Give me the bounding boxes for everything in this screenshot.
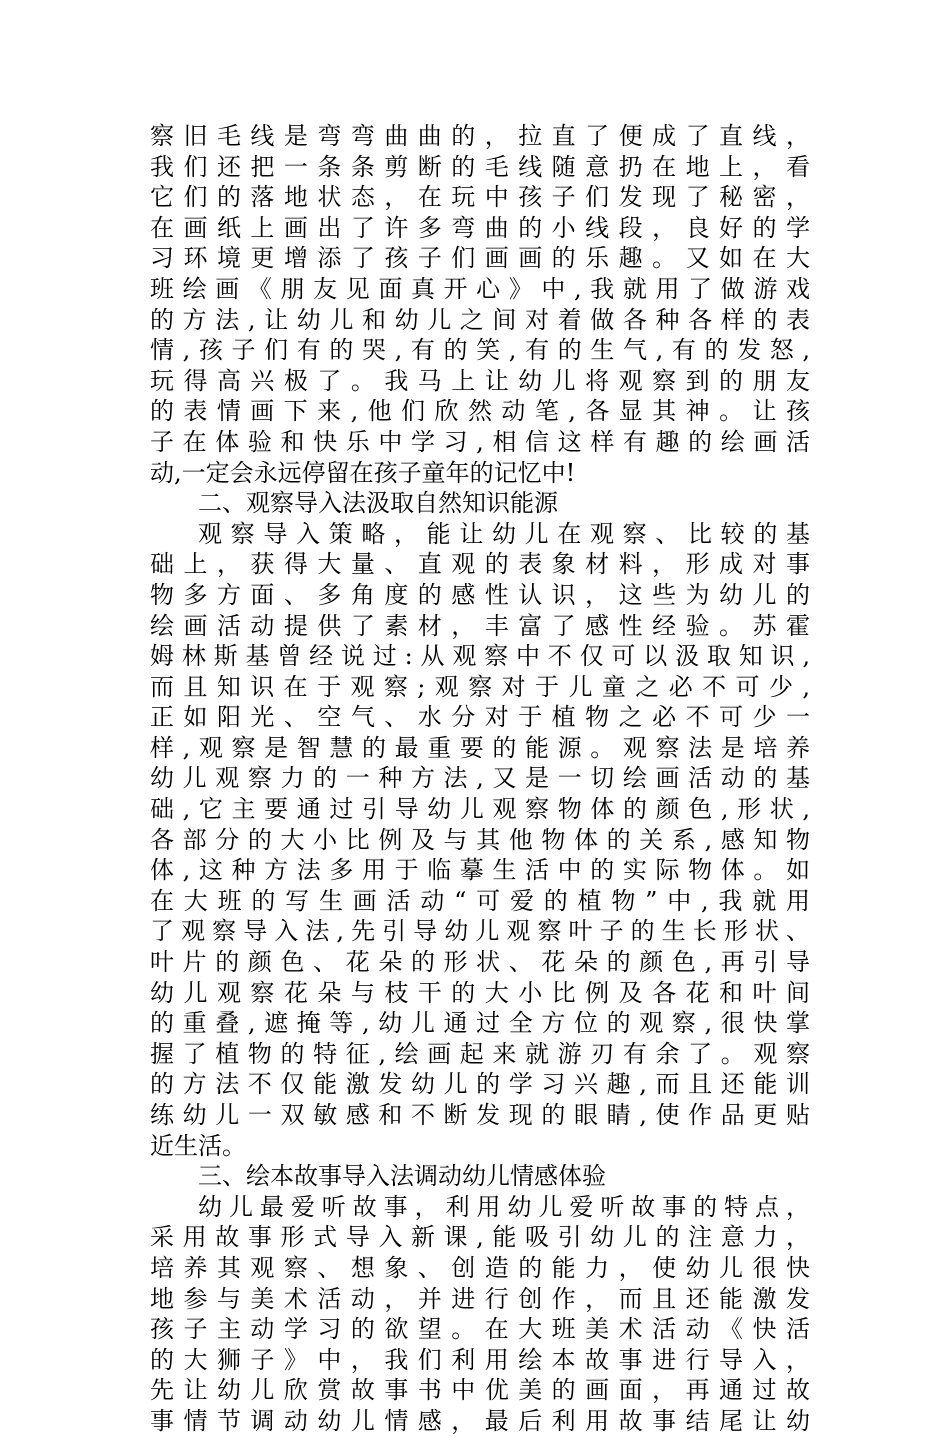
text-line: 在大班的写生画活动“可爱的植物”中,我就用	[150, 886, 810, 915]
text-line: 姆林斯基曾经说过:从观察中不仅可以汲取知识,	[150, 642, 810, 671]
text-line: 础,它主要通过引导幼儿观察物体的颜色,形状,	[150, 795, 810, 824]
text-line: 动,一定会永远停留在孩子童年的记忆中!	[150, 458, 576, 487]
text-line: 观察导入策略，能让幼儿在观察、比较的基	[198, 519, 810, 548]
text-line: 而且知识在于观察;观察对于儿童之必不可少,	[150, 672, 810, 701]
text-line: 玩得高兴极了。我马上让幼儿将观察到的朋友	[150, 366, 810, 395]
text-line: 培养其观察、想象、创造的能力，使幼儿很快	[150, 1253, 810, 1282]
text-line: 正如阳光、空气、水分对于植物之必不可少一	[150, 703, 810, 732]
text-line: 在画纸上画出了许多弯曲的小线段，良好的学	[150, 213, 810, 242]
text-line: 情,孩子们有的哭,有的笑,有的生气,有的发怒,	[150, 336, 810, 365]
text-line: 地参与美术活动，并进行创作，而且还能激发	[150, 1284, 810, 1313]
text-line: 幼儿观察花朵与枝干的大小比例及各花和叶间	[150, 978, 810, 1007]
text-line: 绘画活动提供了素材，丰富了感性经验。苏霍	[150, 611, 810, 640]
text-line: 的方法,让幼儿和幼儿之间对着做各种各样的表	[150, 305, 810, 334]
text-line: 幼儿最爱听故事，利用幼儿爱听故事的特点，	[198, 1192, 810, 1221]
text-line: 子在体验和快乐中学习,相信这样有趣的绘画活	[150, 427, 810, 456]
text-line: 叶片的颜色、花朵的形状、花朵的颜色,再引导	[150, 948, 810, 977]
text-line: 握了植物的特征,绘画起来就游刃有余了。观察	[150, 1039, 810, 1068]
text-line: 我们还把一条条剪断的毛线随意扔在地上，看	[150, 152, 810, 181]
text-line: 习环境更增添了孩子们画画的乐趣。又如在大	[150, 244, 810, 273]
text-line: 班绘画《朋友见面真开心》中,我就用了做游戏	[150, 274, 810, 303]
text-line: 样,观察是智慧的最重要的能源。观察法是培养	[150, 733, 810, 762]
text-line: 物多方面、多角度的感性认识，这些为幼儿的	[150, 580, 810, 609]
text-line: 它们的落地状态，在玩中孩子们发现了秘密，	[150, 183, 810, 212]
body-text	[150, 121, 810, 1437]
text-line: 础上，获得大量、直观的表象材料，形成对事	[150, 550, 810, 579]
text-line: 先让幼儿欣赏故事书中优美的画面，再通过故	[150, 1376, 810, 1405]
text-line: 练幼儿一双敏感和不断发现的眼睛,使作品更贴	[150, 1101, 810, 1129]
text-line: 近生活。	[150, 1131, 246, 1160]
text-line: 二、观察导入法汲取自然知识能源	[198, 489, 558, 518]
text-line: 三、绘本故事导入法调动幼儿情感体验	[198, 1162, 606, 1191]
text-line: 各部分的大小比例及与其他物体的关系,感知物	[150, 825, 810, 854]
text-line: 幼儿观察力的一种方法,又是一切绘画活动的基	[150, 764, 810, 793]
text-line: 体,这种方法多用于临摹生活中的实际物体。如	[150, 856, 810, 885]
text-line: 察旧毛线是弯弯曲曲的，拉直了便成了直线，	[150, 122, 810, 150]
text-line: 了观察导入法,先引导幼儿观察叶子的生长形状、	[150, 917, 810, 946]
text-line: 的大狮子》中，我们利用绘本故事进行导入，	[150, 1345, 810, 1374]
text-line: 孩子主动学习的欲望。在大班美术活动《快活	[150, 1315, 810, 1344]
text-line: 的方法不仅能激发幼儿的学习兴趣,而且还能训	[150, 1070, 810, 1099]
text-line: 事情节调动幼儿情感，最后利用故事结尾让幼	[150, 1406, 810, 1435]
text-line: 的表情画下来,他们欣然动笔,各显其神。让孩	[150, 397, 810, 426]
text-line: 采用故事形式导入新课,能吸引幼儿的注意力，	[150, 1223, 810, 1252]
text-line: 的重叠,遮掩等,幼儿通过全方位的观察,很快掌	[150, 1009, 810, 1038]
